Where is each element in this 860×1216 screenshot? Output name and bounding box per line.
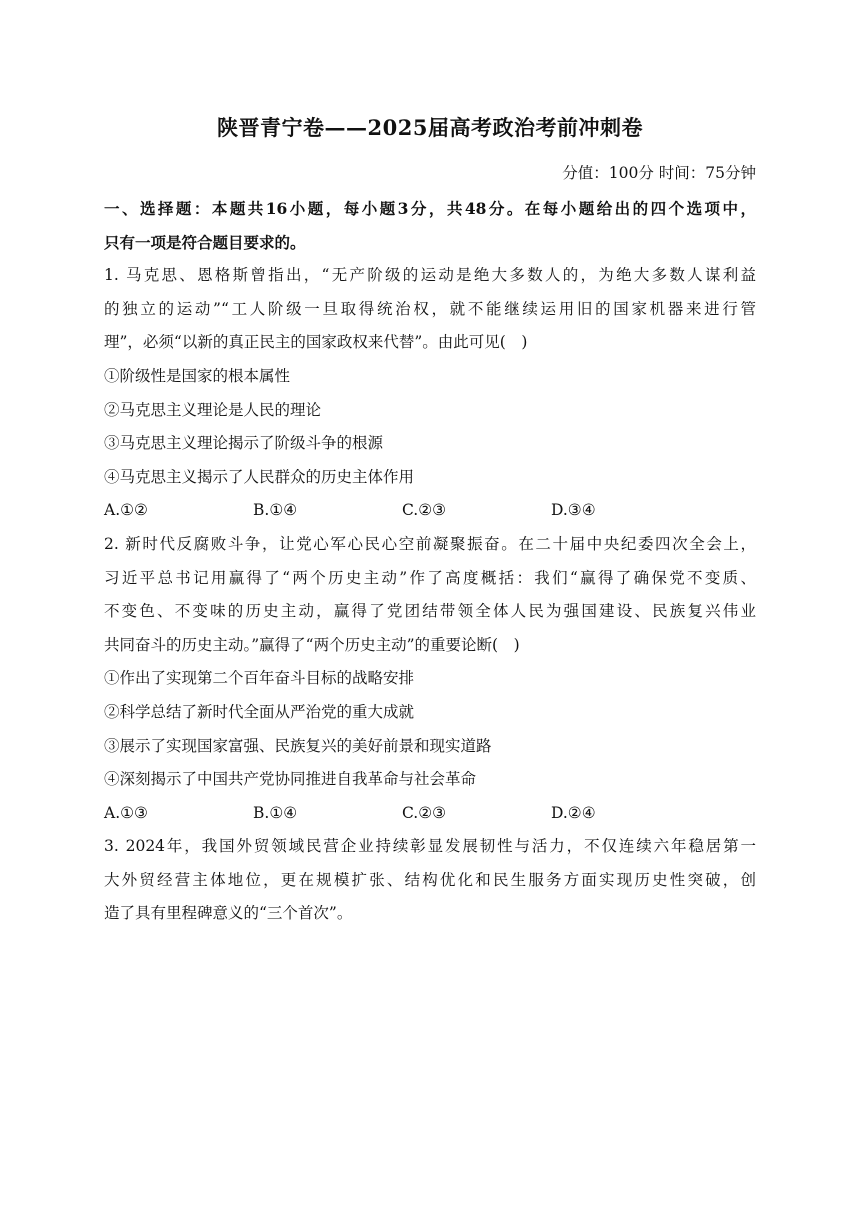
q2-option-a[interactable]: A.①③ (104, 803, 148, 822)
q1-option-c[interactable]: C.②③ (402, 501, 447, 520)
q1-option-a[interactable]: A.①② (104, 501, 148, 520)
q1-options (104, 494, 756, 528)
q2-statement-4: ④深刻揭示了中国共产党协同推进自我革命与社会革命 (104, 770, 477, 789)
q2-stem-line-3: 不变色、不变味的历史主动，赢得了党团结带领全体人民为强国建设、民族复兴伟业 (104, 602, 756, 621)
q2-stem-line-2: 习近平总书记用赢得了“两个历史主动”作了高度概括：我们“赢得了确保党不变质、 (104, 568, 756, 587)
q3-stem-line-3: 造了具有里程碑意义的“三个首次”。 (104, 904, 353, 923)
q1-stem-line-2: 的独立的运动”“工人阶级一旦取得统治权，就不能继续运用旧的国家机器来进行管 (104, 299, 756, 318)
q2-stem-line-1: 2. 新时代反腐败斗争，让党心军心民心空前凝聚振奋。在二十届中央纪委四次全会上， (104, 534, 756, 553)
q1-stem-line-3: 理”，必须“以新的真正民主的国家政权来代替”。由此可见( ) (104, 333, 528, 352)
q3-stem-line-2: 大外贸经营主体地位，更在规模扩张、结构优化和民生服务方面实现历史性突破，创 (104, 870, 756, 889)
q2-option-d[interactable]: D.②④ (551, 803, 596, 822)
score-time-info: 分值：100分 时间：75分钟 (562, 164, 756, 182)
q2-stem-line-4: 共同奋斗的历史主动。”赢得了“两个历史主动”的重要论断( ) (104, 635, 520, 654)
q1-statement-3: ③马克思主义理论揭示了阶级斗争的根源 (104, 434, 384, 453)
q1-stem-line-1: 1. 马克思、恩格斯曾指出，“无产阶级的运动是绝大多数人的，为绝大多数人谋利益 (104, 266, 756, 285)
q1-statement-1: ①阶级性是国家的根本属性 (104, 366, 291, 385)
q1-option-d[interactable]: D.③④ (551, 501, 596, 520)
q1-statement-2: ②马克思主义理论是人民的理论 (104, 400, 322, 419)
exam-body (104, 192, 756, 931)
q2-option-c[interactable]: C.②③ (402, 803, 447, 822)
q2-statement-3: ③展示了实现国家富强、民族复兴的美好前景和现实道路 (104, 736, 492, 755)
section-heading-line-2: 只有一项是符合题目要求的。 (104, 232, 306, 252)
exam-title: 陕晋青宁卷——2025届高考政治考前冲刺卷 (217, 115, 643, 140)
q1-option-b[interactable]: B.①④ (253, 501, 298, 520)
q2-statement-2: ②科学总结了新时代全面从严治党的重大成就 (104, 702, 415, 721)
q2-statement-1: ①作出了实现第二个百年奋斗目标的战略安排 (104, 669, 415, 688)
q2-option-b[interactable]: B.①④ (253, 803, 298, 822)
section-heading-line-1: 一、选择题：本题共16小题，每小题3分，共48分。在每小题给出的四个选项中， (104, 199, 756, 218)
q3-stem-line-1: 3. 2024年，我国外贸领域民营企业持续彰显发展韧性与活力，不仅连续六年稳居第一 (104, 837, 756, 856)
q1-statement-4: ④马克思主义揭示了人民群众的历史主体作用 (104, 467, 415, 486)
q2-options (104, 797, 756, 831)
